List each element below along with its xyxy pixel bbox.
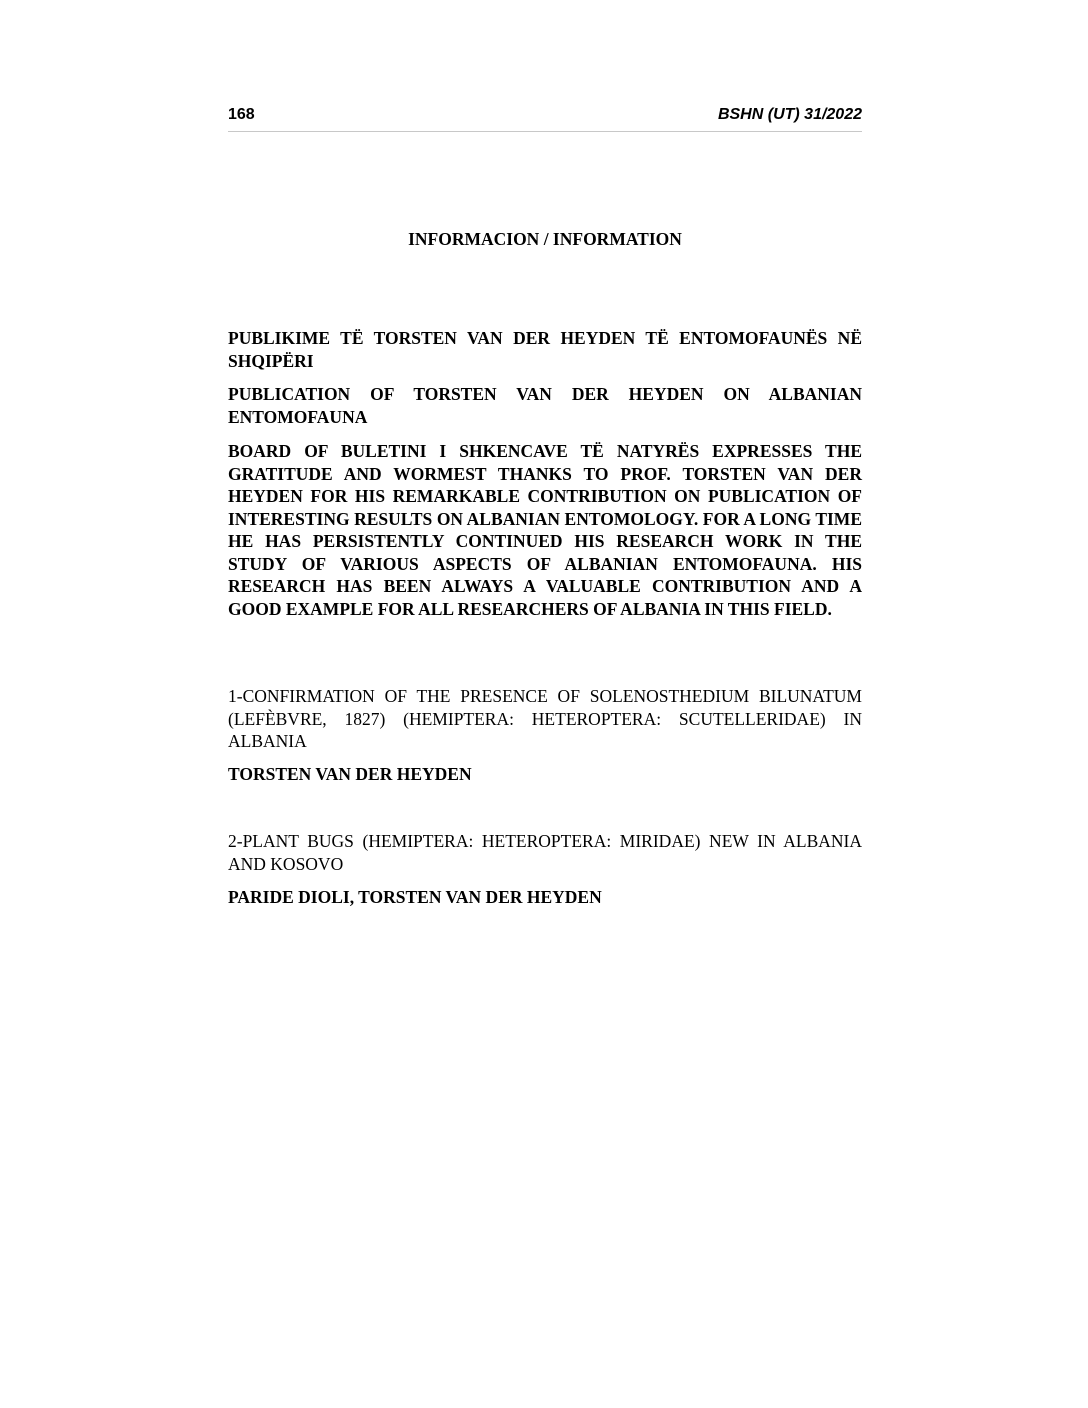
running-header	[228, 104, 862, 130]
announcement-title-albanian: PUBLIKIME TË TORSTEN VAN DER HEYDEN TË ENTOMOFAUNËS NË SHQIPËRI	[228, 328, 862, 371]
article-authors: PARIDE DIOLI, TORSTEN VAN DER HEYDEN	[228, 887, 602, 907]
article-title: 2-PLANT BUGS (HEMIPTERA: HETEROPTERA: MIRIDAE) NEW IN ALBANIA AND KOSOVO	[228, 831, 862, 874]
article-authors: TORSTEN VAN DER HEYDEN	[228, 764, 472, 784]
journal-citation: BSHN (UT) 31/2022	[717, 106, 862, 123]
page-number: 168	[228, 106, 255, 123]
announcement-title-english: PUBLICATION OF TORSTEN VAN DER HEYDEN ON ALBANIAN ENTOMOFAUNA	[228, 384, 862, 427]
header-divider	[228, 131, 862, 132]
article-title: 1-CONFIRMATION OF THE PRESENCE OF SOLENOSTHEDIUM BILUNATUM (LEFÈBVRE, 1827) (HEMIPTERA: HETEROPTERA: SCUTELLERIDAE) IN ALBANIA	[228, 686, 862, 751]
section-title: INFORMACION / INFORMATION	[408, 229, 682, 249]
announcement-body: BOARD OF BULETINI I SHKENCAVE TË NATYRËS EXPRESSES THE GRATITUDE AND WORMEST THANKS TO PROF. TORSTEN VAN DER HEYDEN FOR HIS REMARKABLE CONTRIBUTION ON PUBLICATION OF INTERESTING RESULTS ON ALBANIAN ENTOMOLOGY. FOR A LONG TIME HE HAS PERSISTENTLY CONTINUED HIS RESEARCH WORK IN THE STUDY OF VARIOUS ASPECTS OF ALBANIAN ENTOMOFAUNA. HIS RESEARCH HAS BEEN ALWAYS A VALUABLE CONTRIBUTION AND A GOOD EXAMPLE FOR ALL RESEARCHERS OF ALBANIA IN THIS FIELD.	[228, 441, 862, 619]
